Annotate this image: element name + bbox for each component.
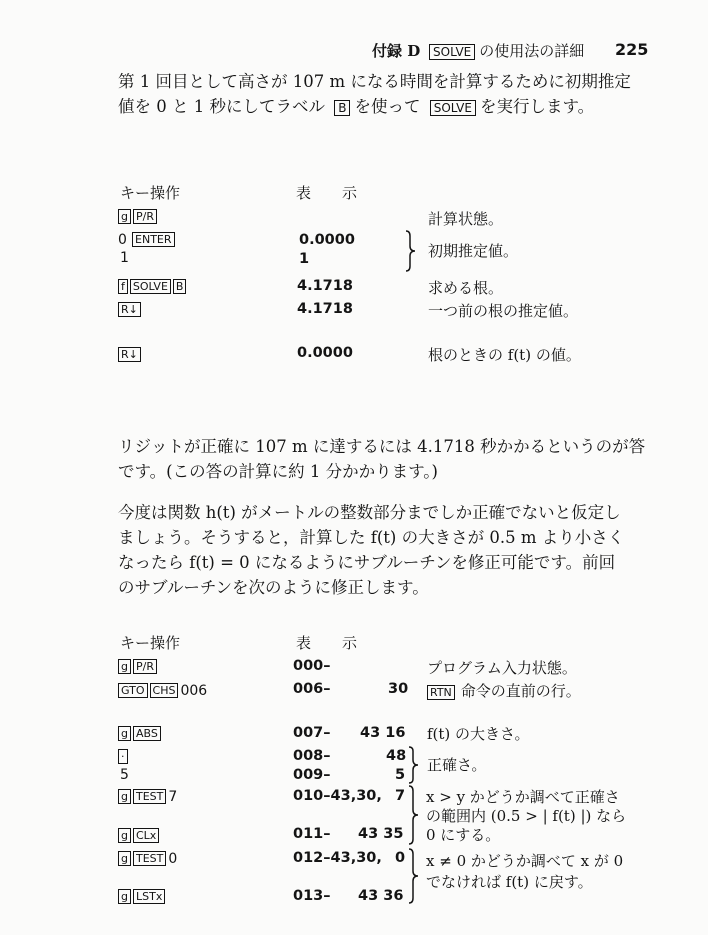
intro-text-b: を使って [354,97,421,116]
key-g: g [118,726,131,741]
page-number: 225 [615,40,649,59]
t2-row-6-keys [118,786,177,805]
t2-row-4-keys [118,746,130,765]
t1-row-4-display: 4.1718 [297,278,353,294]
table1-col-key: キー操作 [120,184,181,202]
key-chs: CHS [150,683,179,698]
t2-row-8-digit: 0 [168,851,178,867]
header-prefix: 付録 D [372,42,421,60]
para3-line-4: のサブルーチンを次のように修正します。 [118,578,429,597]
t2-row-1-desc: プログラム入力状態。 [427,659,577,677]
key-roll-down: R↓ [118,302,141,317]
t1-row-6-desc: 根のときの f(t) の値。 [428,346,581,364]
t2-row-2-desc [427,680,581,701]
t2-brace-3 [407,848,419,904]
key-lstx: LSTx [133,889,165,904]
header-suffix: の使用法の詳細 [479,42,585,60]
key-abs: ABS [133,726,161,741]
para3-line-2: ましょう。そうすると，計算した f(t) の大きさが 0.5 m より小さく [118,528,625,547]
t2-row-4-display: 008– [293,748,331,764]
header-solve-key: SOLVE [429,44,475,60]
t1-row-3-digit: 1 [120,250,129,266]
t1-row-1-desc: 計算状態。 [428,210,504,228]
key-f: f [118,279,128,294]
t2-row-4-code: 48 [386,748,407,764]
key-g: g [118,851,131,866]
t1-brace [403,230,417,272]
para3-line-3: なったら f(t) = 0 になるようにサブルーチンを修正可能です。前回 [118,553,616,572]
intro-text-a: 値を 0 と 1 秒にしてラベル [118,97,325,116]
key-b: B [173,279,187,294]
key-g: g [118,789,131,804]
t2-row-5-display: 009– [293,767,331,783]
t2-row-2-display: 006– [293,681,331,697]
t2-row-2-desc-text: 命令の直前の行。 [460,682,581,700]
key-test: TEST [133,851,166,866]
t1-row-4-keys [118,276,188,295]
t2-row-2-code: 30 [388,681,409,697]
t2-brace-2 [407,785,419,845]
t2-brace-3-line-1: x ≠ 0 かどうか調べて x が 0 [426,852,624,870]
t1-brace-desc: 初期推定値。 [428,242,519,260]
t2-brace-2-line-3: 0 にする。 [426,826,501,844]
t2-row-5-code: 5 [395,767,406,783]
t2-row-3-display: 007– [293,725,331,741]
t2-brace-2-line-2: の範囲内 (0.5 > | f(t) |) なら [426,807,627,825]
para3-line-1: 今度は関数 h(t) がメートルの整数部分までしか正確でないと仮定し [118,503,621,522]
t2-row-3-desc: f(t) の大きさ。 [427,725,530,743]
table1-col-display: 表 示 [296,184,366,202]
t1-row-2-digit: 0 [118,232,127,248]
t2-row-2-digits: 006 [180,683,208,699]
solve-key: SOLVE [430,100,476,116]
key-gto: GTO [118,683,148,698]
key-enter: ENTER [132,232,175,247]
t2-row-3-keys [118,723,163,742]
t2-row-5-digit: 5 [120,767,129,783]
key-pr: P/R [133,209,157,224]
key-g: g [118,209,131,224]
t2-row-3-code: 43 16 [360,725,406,741]
key-test: TEST [133,789,166,804]
label-b-key: B [334,100,350,116]
t2-row-8-keys [118,848,177,867]
key-g: g [118,659,131,674]
key-g: g [118,889,131,904]
intro-text-c: を実行します。 [479,97,595,116]
t1-row-6-keys [118,344,143,363]
t2-row-9-display: 013– [293,888,331,904]
t1-row-4-desc: 求める根。 [428,279,504,297]
t1-row-5-keys [118,299,143,318]
table2-col-display: 表 示 [296,634,366,652]
t2-row-6-code: 7 [395,788,406,804]
t2-row-9-keys [118,886,167,905]
t2-brace-1 [407,746,419,784]
t2-row-2-keys [118,680,207,699]
para2-line-1: リジットが正確に 107 m に達するには 4.1718 秒かかるというのが答 [118,437,646,456]
table2-col-key: キー操作 [120,634,181,652]
key-solve: SOLVE [130,279,171,294]
key-decimal-point: · [118,749,128,764]
t2-row-1-keys [118,656,159,675]
t1-row-1-keys [118,206,159,225]
t2-row-1-display: 000– [293,658,331,674]
t1-row-3-display: 1 [299,251,310,267]
t2-row-6-digit: 7 [168,789,178,805]
t2-row-7-keys [118,825,161,844]
t2-row-9-code: 43 36 [358,888,404,904]
intro-line-2 [118,94,594,119]
t2-row-6-display: 010–43,30, [293,788,382,804]
t1-row-2-display: 0.0000 [299,232,355,248]
t1-row-5-display: 4.1718 [297,301,353,317]
key-g: g [118,828,131,843]
para2-line-2: です。(この答の計算に約 1 分かかります。) [118,462,438,481]
t2-brace-1-desc: 正確さ。 [427,756,487,774]
t2-row-7-code: 43 35 [358,826,404,842]
intro-line-1: 第 1 回目として高さが 107 m になる時間を計算するために初期推定 [118,72,631,91]
t2-brace-3-line-2: でなければ f(t) に戻す。 [426,873,593,891]
t2-row-8-display: 012–43,30, [293,850,382,866]
key-roll-down: R↓ [118,347,141,362]
t2-brace-2-line-1: x > y かどうか調べて正確さ [426,788,620,806]
t1-row-6-display: 0.0000 [297,345,353,361]
t1-row-5-desc: 一つ前の根の推定値。 [428,302,579,320]
key-rtn: RTN [427,685,455,700]
page-header [372,40,584,61]
key-clx: CLx [133,828,159,843]
t2-row-8-code: 0 [395,850,406,866]
t1-row-2-keys [118,229,177,248]
t2-row-7-display: 011– [293,826,331,842]
key-pr: P/R [133,659,157,674]
